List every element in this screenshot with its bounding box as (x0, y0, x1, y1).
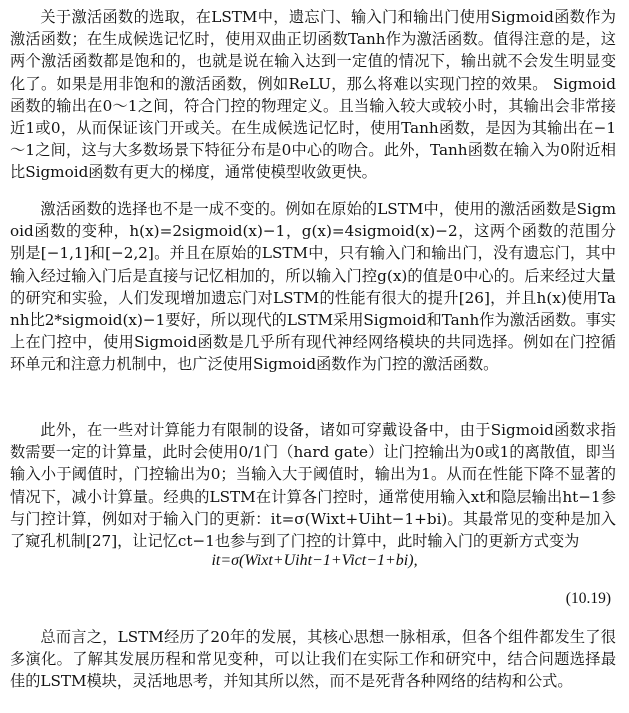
paragraph-summary: 总而言之，LSTM经历了20年的发展，其核心思想一脉相承，但各个组件都发生了很多演化。了解其发展历程和常见变种，可以让我们在实际工作和研究中，结合问题选择最佳的LSTM模块，灵活地思考，并知其所以然，而不是死背各种网络的结构和公式。 (10, 628, 616, 691)
paragraph-activation-variants: 激活函数的选择也不是一成不变的。例如在原始的LSTM中，使用的激活函数是Sigmoid函数的变种，h(x)=2sigmoid(x)−1，g(x)=4sigmoid(x)−2，这两个函数的范围分别是[−1,1]和[−2,2]。并且在原始的LSTM中，只有输入门和输出门，没有遗忘门，其中输入经过输入门后是直接与记忆相加的，所以输入门控g(x)的值是0中心的。后来经过大量的研究和实验，人们发现增加遗忘门对LSTM的性能有很大的提升[26]，并且h(x)使用Tanh比2*sigmoid(x)−1要好，所以现代的LSTM采用Sigmoid和Tanh作为激活函数。事实上在门控中，使用Sigmoid函数是几乎所有现代神经网络模块的共同选择。例如在门控循环单元和注意力机制中，也广泛使用Sigmoid函数作为门控的激活函数。 (10, 200, 616, 374)
peephole-equation: it=σ(Wixt+Uiht−1+Vict−1+bi), (211, 552, 418, 569)
paragraph-hard-gate-peephole: 此外，在一些对计算能力有限制的设备，诸如可穿戴设备中，由于Sigmoid函数求指数需要一定的计算量，此时会使用0/1门（hard gate）让门控输出为0或1的离散值，即当输入小于阈值时，门控输出为0；当输入大于阈值时，输出为1。从而在性能下降不显著的情况下，减小计算量。经典的LSTM在计算各门控时，通常使用输入xt和隐层输出ht−1参与门控计算，例如对于输入门的更新：it=σ(Wixt+Uiht−1+bi)。其最常见的变种是加入了窥孔机制[27]，让记忆ct−1也参与到了门控的计算中，此时输入门的更新方式变为 (10, 421, 616, 551)
paragraph-activation-choice: 关于激活函数的选取，在LSTM中，遗忘门、输入门和输出门使用Sigmoid函数作为激活函数；在生成候选记忆时，使用双曲正切函数Tanh作为激活函数。值得注意的是，这两个激活函数都是饱和的，也就是说在输入达到一定值的情况下，输出就不会发生明显变化了。如果是用非饱和的激活函数，例如ReLU，那么将难以实现门控的效果。 Sigmoid函数的输出在0～1之间，符合门控的物理定义。且当输入较大或较小时，其输出会非常接近1或0，从而保证该门开或关。在生成候选记忆时，使用Tanh函数，是因为其输出在−1～1之间，这与大多数场景下特征分布是0中心的吻合。此外，Tanh函数在输入为0附近相比Sigmoid函数有更大的梯度，通常使模型收敛更快。 (10, 8, 616, 182)
equation-number: (10.19) (565, 590, 611, 607)
